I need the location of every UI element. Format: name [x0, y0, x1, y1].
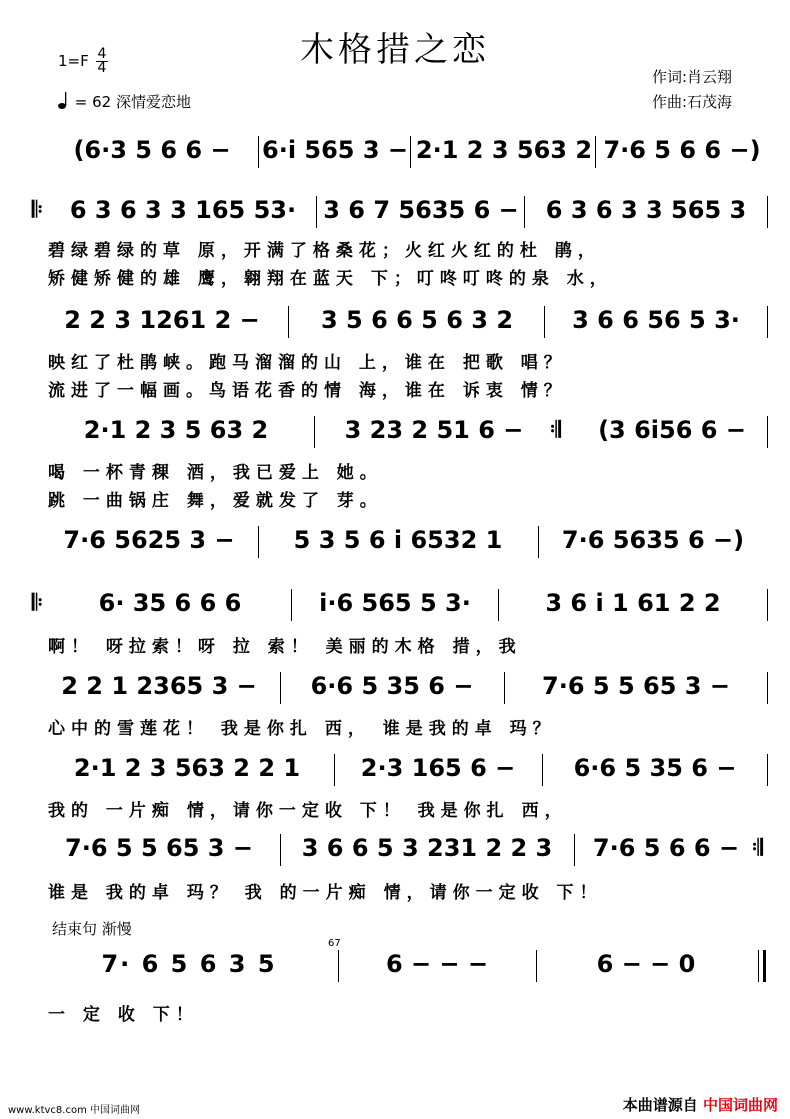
- score-row-9: [38, 830, 768, 876]
- footer-source: [623, 1094, 778, 1115]
- barline: [316, 196, 317, 228]
- footer-brand: 中国词曲网: [702, 1096, 778, 1114]
- repeat-start-sign: 𝄆: [32, 591, 43, 616]
- barline: [767, 196, 768, 228]
- measure: 6 3 6 3 3 565 3: [545, 196, 747, 224]
- measure: 2 2 1 2365 3 −: [61, 672, 257, 700]
- barline: [288, 306, 289, 338]
- barline: [767, 589, 768, 621]
- score-row-2: [32, 192, 768, 238]
- lyric-line: 我的 一片痴 情，请你一定收 下！ 我是你扎 西，: [48, 801, 568, 821]
- measure: 2·1 2 3 563 2: [415, 136, 593, 164]
- measure: 3 23 2 51 6 −: [344, 416, 524, 444]
- measure: 7·6 5 6 6 −): [603, 136, 761, 164]
- barline: [504, 672, 505, 704]
- score-row-6: [32, 585, 768, 631]
- score-row-5: [38, 522, 768, 568]
- barline: [542, 754, 543, 786]
- lyricist: 作词:肖云翔: [652, 68, 733, 86]
- measure: 2·1 2 3 5 63 2: [83, 416, 269, 444]
- quarter-note-icon: [58, 91, 68, 113]
- barline: [538, 526, 539, 558]
- repeat-start-sign: 𝄆: [32, 198, 43, 223]
- score-row-1: [38, 132, 768, 178]
- barline: [544, 306, 545, 338]
- lyric-line: 流进了一幅画。鸟语花香的情 海，谁在 诉衷 情？: [48, 381, 567, 401]
- barline: [280, 834, 281, 866]
- lyric-line: 碧绿碧绿的草 原，开满了格桑花；火红火红的杜 鹃，: [48, 241, 601, 261]
- measure: 2·1 2 3 563 2 2 1: [73, 754, 301, 782]
- measure: (3 6i56 6 −: [598, 416, 746, 444]
- tempo-line: [58, 91, 191, 113]
- measure: 6 − − −: [385, 950, 489, 978]
- measure: 3 6 i 1 61 2 2: [545, 589, 721, 617]
- barline: [258, 136, 259, 168]
- barline: [767, 306, 768, 338]
- measure: i·6 565 5 3·: [319, 589, 471, 617]
- barline: [280, 672, 281, 704]
- measure: 7·6 5 5 65 3 −: [65, 834, 253, 862]
- barline: [524, 196, 525, 228]
- score-row-4: [38, 412, 768, 458]
- measure: 6·6 5 35 6 −: [573, 754, 737, 782]
- page-title: 木格措之恋: [300, 30, 490, 70]
- barline: [258, 526, 259, 558]
- score-row-8: [38, 750, 768, 796]
- measure: 7·6 5635 6 −): [561, 526, 745, 554]
- measure: 3 6 6 56 5 3·: [572, 306, 740, 334]
- lyric-line: 跳 一曲锅庄 舞，爱就发了 芽。: [48, 491, 383, 511]
- final-barline-thick: [763, 950, 766, 982]
- measure: 6·6 5 35 6 −: [310, 672, 474, 700]
- measure: 7· 6 5 6 3 5: [101, 950, 277, 978]
- lyric-line: 矫健矫健的雄 鹰，翱翔在蓝天 下；叮咚叮咚的泉 水，: [48, 269, 613, 289]
- lyric-line: 喝 一杯青稞 酒，我已爱上 她。: [48, 463, 383, 483]
- barline: [314, 416, 315, 448]
- barline: [498, 589, 499, 621]
- score-row-7: [38, 668, 768, 714]
- footer-site-url: www.ktvc8.com 中国词曲网: [8, 1105, 141, 1116]
- lyric-line: 啊！ 呀拉索！呀 拉 索！ 美丽的木格 措，我: [48, 637, 522, 657]
- measure: 6 3 6 3 3 165 53·: [69, 196, 297, 224]
- barline: [574, 834, 575, 866]
- measure: 3 5 6 6 5 6 3 2: [320, 306, 514, 334]
- measure: 6 − − 0: [596, 950, 696, 978]
- composer: 作曲:石茂海: [652, 93, 733, 111]
- measure: 3 6 6 5 3 231 2 2 3: [301, 834, 553, 862]
- score-row-10: [38, 938, 768, 992]
- tempo-value: = 62: [74, 93, 112, 111]
- barline: [595, 136, 596, 168]
- time-bottom: 4: [97, 60, 107, 76]
- repeat-end-sign: 𝄇: [752, 836, 763, 861]
- measure: 6·i 565 3 −: [262, 136, 409, 164]
- barline: [767, 416, 768, 448]
- repeat-end-sign: 𝄇: [550, 418, 561, 443]
- grace-note: 67: [328, 938, 341, 949]
- barline: [338, 950, 339, 982]
- time-signature: [96, 48, 109, 75]
- key-signature: [58, 48, 108, 75]
- score-row-3: [38, 302, 768, 348]
- barline: [291, 589, 292, 621]
- measure: 6· 35 6 6 6: [98, 589, 242, 617]
- final-barline-thin: [758, 950, 759, 982]
- measure: 7·6 5625 3 −: [63, 526, 235, 554]
- measure: 7·6 5 6 6 −: [592, 834, 740, 862]
- footer-source-prefix: 本曲谱源自: [622, 1096, 698, 1114]
- measure: (6·3 5 6 6 −: [73, 136, 231, 164]
- lyric-line: 谁是 我的卓 玛？ 我 的一片痴 情，请你一定收 下！: [48, 883, 603, 903]
- barline: [767, 672, 768, 704]
- measure: 2 2 3 1261 2 −: [64, 306, 260, 334]
- expression-text: 深情爱恋地: [116, 93, 192, 111]
- lyric-line: 心中的雪莲花！ 我是你扎 西， 谁是我的卓 玛？: [48, 719, 556, 739]
- ending-label: 结束句 渐慢: [52, 920, 132, 938]
- lyric-line: 一 定 收 下！: [48, 1005, 199, 1025]
- barline: [334, 754, 335, 786]
- measure: 3 6 7 5635 6 −: [323, 196, 519, 224]
- barline: [536, 950, 537, 982]
- lyric-line: 映红了杜鹃峡。跑马溜溜的山 上，谁在 把歌 唱？: [48, 353, 567, 373]
- key-label: 1=F: [58, 52, 89, 70]
- barline: [767, 754, 768, 786]
- measure: 7·6 5 5 65 3 −: [542, 672, 730, 700]
- barline: [410, 136, 411, 168]
- measure: 2·3 165 6 −: [360, 754, 516, 782]
- time-top: 4: [97, 46, 107, 62]
- measure: 5 3 5 6 i 6532 1: [293, 526, 503, 554]
